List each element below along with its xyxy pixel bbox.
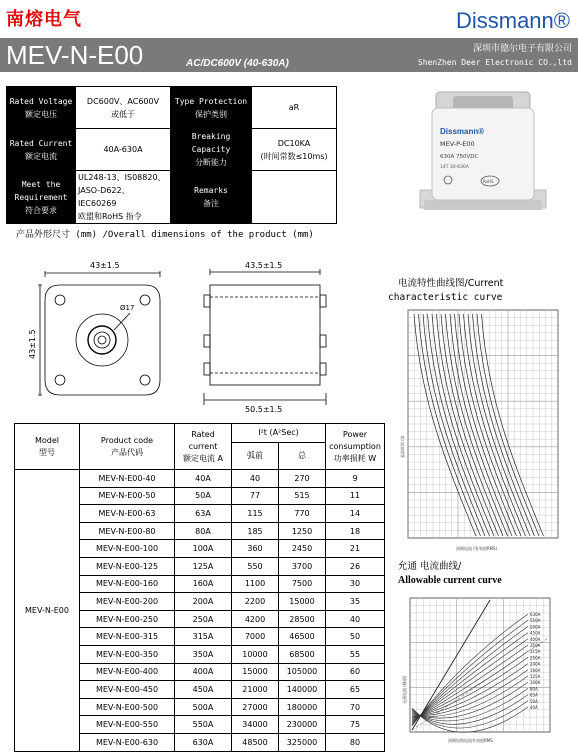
cell-power: 40 <box>326 610 385 628</box>
cell-power: 11 <box>326 487 385 505</box>
spec-key-en: Requirement <box>14 192 68 202</box>
rating-label: 400A <box>530 636 541 642</box>
cell-pre: 550 <box>232 557 279 575</box>
cell-power: 70 <box>326 698 385 716</box>
header-current <box>175 424 232 470</box>
cell-power: 65 <box>326 681 385 699</box>
cell-code: MEV-N-E00-100 <box>80 540 175 558</box>
table-row <box>15 470 385 488</box>
cell-total: 15000 <box>279 593 326 611</box>
cell-power: 75 <box>326 716 385 734</box>
svg-text:RoHS: RoHS <box>483 179 494 184</box>
characteristic-y-label: 弧前时间 (s) <box>400 435 405 458</box>
cell-total: 3700 <box>279 557 326 575</box>
cell-pre: 34000 <box>232 716 279 734</box>
header-text: I²t (A²Sec) <box>258 428 299 437</box>
rating-label: 50A <box>530 698 538 704</box>
spec-row <box>7 171 337 224</box>
cell-pre: 21000 <box>232 681 279 699</box>
cell-current: 160A <box>175 575 232 593</box>
rating-label: 200A <box>530 661 541 667</box>
header-power <box>326 424 385 470</box>
rating-text: AC/DC600V (40-630A) <box>186 58 289 69</box>
allowable-curve-chart <box>398 594 556 746</box>
product-table-body <box>15 470 385 752</box>
rating-label: 550A <box>530 618 541 624</box>
spec-value <box>76 171 171 224</box>
spec-key-cn: 保护类别 <box>195 109 227 119</box>
cell-current: 50A <box>175 487 232 505</box>
fuse-label-model: MEV-P-E00 <box>440 140 475 148</box>
spec-key-cn: 额定电流 <box>25 151 57 161</box>
header-text: 功率损耗 W <box>333 453 377 463</box>
side-length-label: 50.5±1.5 <box>245 405 283 414</box>
spec-value-line: DC10KA <box>277 138 311 148</box>
spec-value-line: 欧盟和RoHS 指令 <box>78 212 142 221</box>
cell-code: MEV-N-E00-40 <box>80 470 175 488</box>
rating-label: 500A <box>530 624 541 630</box>
cell-total: 46500 <box>279 628 326 646</box>
header-i2t-pre <box>232 443 279 470</box>
spec-row <box>7 87 337 129</box>
spec-value-line: 40A-630A <box>103 145 143 154</box>
fuse-label-rating: 630A 750VDC <box>440 154 479 160</box>
cell-total: 1250 <box>279 522 326 540</box>
cell-total: 230000 <box>279 716 326 734</box>
spec-key <box>171 129 252 171</box>
company-name-en: ShenZhen Deer Electronic CO.,ltd <box>417 58 572 67</box>
spec-key-cn: 符合要求 <box>25 205 57 215</box>
model-title: MEV-N-E00 <box>6 40 144 70</box>
spec-key-en: Type Protection <box>174 96 248 106</box>
cell-total: 2450 <box>279 540 326 558</box>
cell-current: 125A <box>175 557 232 575</box>
header-text: current <box>188 441 218 451</box>
cell-code: MEV-N-E00-125 <box>80 557 175 575</box>
spec-key <box>7 171 76 224</box>
spec-key-en: Rated Voltage <box>9 96 73 106</box>
fuse-label-extra: 14T 30-630A <box>440 165 469 170</box>
cell-total: 28500 <box>279 610 326 628</box>
cell-power: 18 <box>326 522 385 540</box>
spec-value-line: aR <box>288 103 300 112</box>
spec-value-line: UL248-13、IS08820、 <box>78 173 166 182</box>
spec-row <box>7 129 337 171</box>
cell-code: MEV-N-E00-80 <box>80 522 175 540</box>
header-text: 总 <box>298 451 306 460</box>
rating-label: 100A <box>530 680 541 686</box>
cell-pre: 77 <box>232 487 279 505</box>
cell-total: 270 <box>279 470 326 488</box>
spec-key-en: Breaking Capacity <box>191 132 231 154</box>
cell-code: MEV-N-E00-63 <box>80 505 175 523</box>
cell-power: 30 <box>326 575 385 593</box>
allowable-y-label: 允通电流 (峰值) <box>402 675 407 704</box>
rating-label: 40A <box>530 705 538 710</box>
header-text: 弧前 <box>247 451 263 460</box>
spec-key <box>171 171 252 224</box>
cell-current: 400A <box>175 663 232 681</box>
spec-key-en: Rated Current <box>9 138 73 148</box>
spec-value-line: JASO-D622、IEC60269 <box>78 186 130 208</box>
spec-value <box>76 87 171 129</box>
dimension-drawing <box>20 255 340 415</box>
spec-value <box>252 87 337 129</box>
cell-pre: 27000 <box>232 698 279 716</box>
cell-current: 315A <box>175 628 232 646</box>
dimensions-heading: 产品外形尺寸 (mm) /Overall dimensions of the product (mm) <box>16 230 314 240</box>
cell-total: 7500 <box>279 575 326 593</box>
header-i2t-total <box>279 443 326 470</box>
cell-power: 60 <box>326 663 385 681</box>
diameter-label: Ø17 <box>120 304 135 312</box>
cell-pre: 115 <box>232 505 279 523</box>
cell-total: 180000 <box>279 698 326 716</box>
rating-label: 160A <box>530 667 541 673</box>
cell-current: 630A <box>175 733 232 751</box>
cell-code: MEV-N-E00-50 <box>80 487 175 505</box>
spec-value <box>252 171 337 224</box>
cell-current: 500A <box>175 698 232 716</box>
cell-power: 21 <box>326 540 385 558</box>
cell-pre: 4200 <box>232 610 279 628</box>
brand-name-cn: 南熔电气 <box>6 9 82 30</box>
rating-label: 125A <box>530 674 541 679</box>
cell-power: 35 <box>326 593 385 611</box>
allowable-curve-title-en: Allowable current curve <box>398 575 502 586</box>
cell-total: 515 <box>279 487 326 505</box>
cell-current: 200A <box>175 593 232 611</box>
cell-pre: 48500 <box>232 733 279 751</box>
cell-code: MEV-N-E00-450 <box>80 681 175 699</box>
brand-logo: Dissmann® <box>455 8 570 33</box>
cell-total: 325000 <box>279 733 326 751</box>
header-text: 额定电流 A <box>182 453 223 463</box>
cell-pre: 40 <box>232 470 279 488</box>
cell-pre: 10000 <box>232 645 279 663</box>
rating-label: 80A <box>530 686 538 692</box>
spec-key-cn: 分断能力 <box>195 158 227 167</box>
rating-label: 63A <box>530 692 538 698</box>
header-text: Model <box>34 435 60 445</box>
characteristic-curve-chart <box>396 308 568 554</box>
cell-total: 68500 <box>279 645 326 663</box>
fuse-label-brand: Dissmann® <box>440 127 485 136</box>
header-text: 型号 <box>39 447 55 457</box>
header-i2t <box>232 424 326 443</box>
spec-value-line: 或低于 <box>111 109 135 119</box>
front-width-label: 43±1.5 <box>90 261 120 270</box>
spec-key <box>7 87 76 129</box>
cell-code: MEV-N-E00-350 <box>80 645 175 663</box>
cell-current: 550A <box>175 716 232 734</box>
header-text: 产品代码 <box>111 447 143 457</box>
cell-pre: 7000 <box>232 628 279 646</box>
header-text: consumption <box>329 441 381 451</box>
cell-code: MEV-N-E00-200 <box>80 593 175 611</box>
cell-pre: 2200 <box>232 593 279 611</box>
cell-current: 100A <box>175 540 232 558</box>
cell-code: MEV-N-E00-250 <box>80 610 175 628</box>
cell-code: MEV-N-E00-315 <box>80 628 175 646</box>
cell-current: 63A <box>175 505 232 523</box>
cell-current: 450A <box>175 681 232 699</box>
header-model <box>15 424 80 470</box>
side-width-label: 43.5±1.5 <box>245 261 283 270</box>
company-name-cn: 深圳市德尔电子有限公司 <box>472 44 572 54</box>
model-cell: MEV-N-E00 <box>15 470 80 752</box>
cell-power: 50 <box>326 628 385 646</box>
spec-value-line: (时间常数≤10ms) <box>260 151 328 161</box>
spec-value <box>76 129 171 171</box>
allowable-x-label: 预期短路电流有效值RMS <box>448 738 493 743</box>
cell-pre: 185 <box>232 522 279 540</box>
cell-current: 40A <box>175 470 232 488</box>
cell-code: MEV-N-E00-630 <box>80 733 175 751</box>
cell-total: 105000 <box>279 663 326 681</box>
cell-current: 250A <box>175 610 232 628</box>
product-table <box>14 423 385 752</box>
cell-power: 14 <box>326 505 385 523</box>
rating-label: 250A <box>530 655 541 661</box>
cell-code: MEV-N-E00-550 <box>80 716 175 734</box>
cell-power: 9 <box>326 470 385 488</box>
characteristic-x-label: 预期电流 (有效值RMS) <box>456 546 498 551</box>
spec-key-en: Meet the <box>21 179 61 189</box>
cell-power: 26 <box>326 557 385 575</box>
spec-key-en: Remarks <box>194 186 228 195</box>
characteristic-curve-title-cn: 电流特性曲线图/Current <box>398 278 504 289</box>
cell-code: MEV-N-E00-160 <box>80 575 175 593</box>
cell-power: 55 <box>326 645 385 663</box>
cell-pre: 15000 <box>232 663 279 681</box>
cell-total: 140000 <box>279 681 326 699</box>
cell-pre: 1100 <box>232 575 279 593</box>
spec-key <box>7 129 76 171</box>
spec-key <box>171 87 252 129</box>
rating-label: 630A <box>530 612 541 617</box>
front-view <box>38 271 160 395</box>
side-view <box>204 269 326 405</box>
rating-label: 315A <box>530 649 541 655</box>
spec-key-cn: 备注 <box>203 199 219 208</box>
cell-current: 80A <box>175 522 232 540</box>
spec-value <box>252 129 337 171</box>
cell-total: 770 <box>279 505 326 523</box>
header-code <box>80 424 175 470</box>
spec-value-line: DC600V、AC600V <box>86 96 160 106</box>
header-text: Product code <box>100 435 154 445</box>
characteristic-curve-title-en: characteristic curve <box>388 292 503 303</box>
cell-current: 350A <box>175 645 232 663</box>
fuse-product-image <box>418 90 548 220</box>
front-height-label: 43±1.5 <box>28 329 37 359</box>
cell-pre: 360 <box>232 540 279 558</box>
cell-power: 80 <box>326 733 385 751</box>
cell-code: MEV-N-E00-500 <box>80 698 175 716</box>
spec-key-cn: 额定电压 <box>25 109 57 119</box>
header-text: Rated <box>191 429 215 439</box>
rating-label: 450A <box>530 630 541 636</box>
cell-code: MEV-N-E00-400 <box>80 663 175 681</box>
allowable-curve-title-cn: 允通 电流曲线/ <box>398 561 462 572</box>
header-text: Power <box>342 429 368 439</box>
spec-table <box>6 86 337 224</box>
rating-label: 350A <box>530 643 541 648</box>
